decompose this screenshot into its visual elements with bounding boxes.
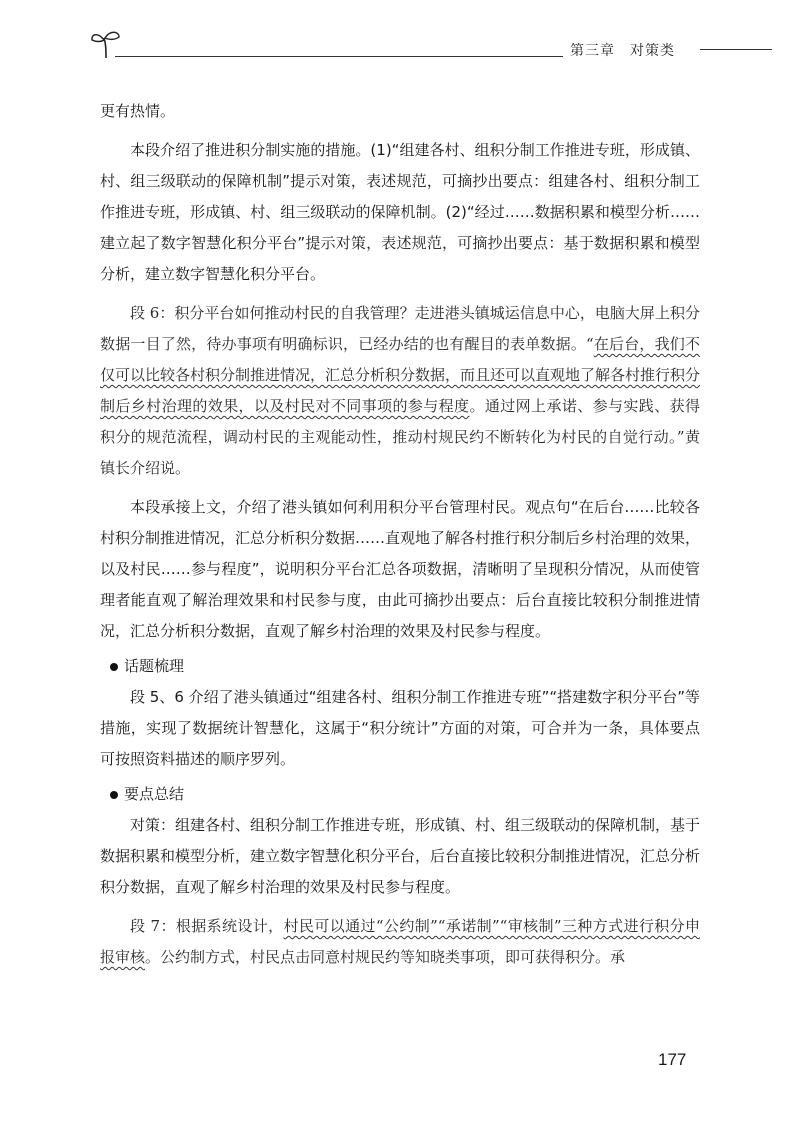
- page-number: 177: [658, 1050, 687, 1069]
- page-body: [100, 96, 700, 973]
- header-rule-left: [115, 56, 563, 57]
- source-6-intro: 段 6：积分平台如何推动村民的自我管理？走进港头镇城运信息中心，电脑大屏上积分数据一目了然，待办事项有明确标识，已经办结的也有醒目的表单数据。“: [100, 304, 700, 353]
- source-6-highlight: 在后台，我们不仅可以比较各村积分制推进情况，汇总分析积分数据，而且还可以直观地了解各村推行积分制后乡村治理的效果，以及村民对不同事项的参与程度: [100, 335, 701, 415]
- paragraph-source-6: [100, 298, 700, 484]
- source-7-intro: 段 7：根据系统设计，: [130, 917, 284, 935]
- section-heading-topic: [110, 651, 700, 682]
- chapter-title: 第三章 对策类: [570, 43, 675, 59]
- source-7-tail: 。公约制方式，村民点击同意村规民约等知晓类事项，即可获得积分。承: [145, 948, 626, 966]
- bullet-icon: [110, 791, 118, 799]
- paragraph-source-7: [100, 911, 700, 973]
- paragraph-analysis-measures: 本段介绍了推进积分制实施的措施。(1)“组建各村、组积分制工作推进专班，形成镇、村、组三级联动的保障机制”提示对策，表述规范，可摘抄出要点：组建各村、组积分制工作推进专班，形成镇、村、组三级联动的保障机制。(2)“经过……数据积累和模型分析……建立起了数字智慧化积分平台”提示对策，表述规范，可摘抄出要点：基于数据积累和模型分析，建立数字智慧化积分平台。: [100, 141, 700, 283]
- paragraph-continuation: 更有热情。: [100, 102, 176, 120]
- page-header: [0, 0, 800, 70]
- section-heading-topic-label: 话题梳理: [124, 657, 185, 675]
- section-heading-summary-label: 要点总结: [124, 785, 185, 803]
- source-7-highlight: 村民可以通过“公约制”“承诺制”“审核制”三种方式进行积分申报审核: [100, 917, 701, 966]
- bullet-icon: [110, 663, 118, 671]
- header-rule-right: [700, 49, 772, 50]
- paragraph-topic-summary: 段 5、6 介绍了港头镇通过“组建各村、组积分制工作推进专班”“搭建数字积分平台”等措施，实现了数据统计智慧化，这属于“积分统计”方面的对策，可合并为一条，具体要点可按照资料描述的顺序罗列。: [100, 688, 700, 768]
- paragraph-countermeasure: 对策：组建各村、组积分制工作推进专班，形成镇、村、组三级联动的保障机制，基于数据积累和模型分析，建立数字智慧化积分平台，后台直接比较积分制推进情况，汇总分析积分数据，直观了解乡村治理的效果及村民参与程度。: [100, 816, 701, 896]
- section-heading-summary: [110, 779, 700, 810]
- source-6-tail: 。通过网上承诺、参与实践、获得积分的规范流程，调动村民的主观能动性，推动村规民约不断转化为村民的自觉行动。”黄镇长介绍说。: [100, 397, 700, 477]
- paragraph-analysis-platform: 本段承接上文，介绍了港头镇如何利用积分平台管理村民。观点句“在后台……比较各村积分制推进情况，汇总分析积分数据……直观地了解各村推行积分制后乡村治理的效果，以及村民……参与程度”，说明积分平台汇总各项数据，清晰明了呈现积分情况，从而使管理者能直观了解治理效果和村民参与度，由此可摘抄出要点：后台直接比较积分制推进情况，汇总分析积分数据，直观了解乡村治理的效果及村民参与程度。: [100, 498, 701, 640]
